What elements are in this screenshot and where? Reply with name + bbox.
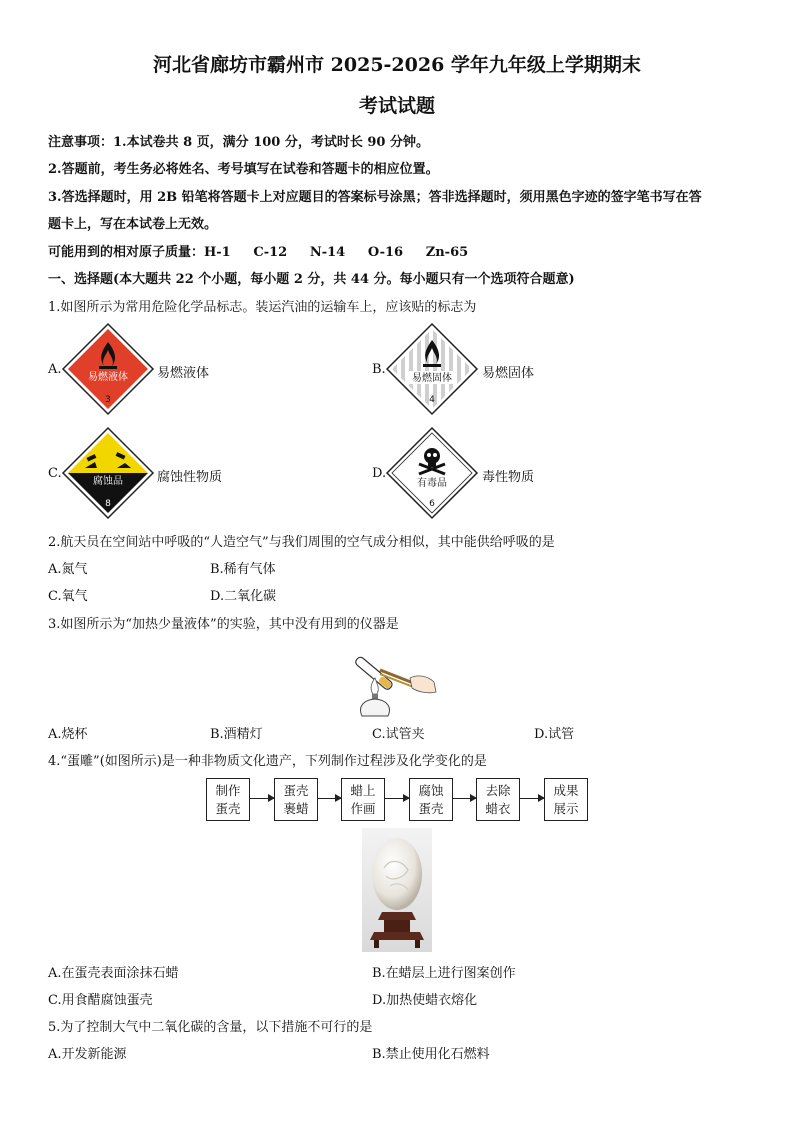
flow-step-6-line-1: 成果: [553, 782, 579, 798]
flammable-liquid-sign-text: 易燃液体: [88, 372, 128, 383]
flow-step-5-line-2: 蜡衣: [485, 800, 511, 816]
q5-option-b: B.禁止使用化石燃料: [372, 1047, 490, 1062]
flammable-solid-sign-number: 4: [429, 395, 435, 405]
notes-line-1: 注意事项：1.本试卷共 8 页，满分 100 分，考试时长 90 分钟。: [48, 135, 429, 150]
q2-stem: 2.航天员在空间站中呼吸的“人造空气”与我们周围的空气成分相似，其中能供给呼吸的是: [48, 535, 555, 550]
q2-option-b: B.稀有气体: [210, 562, 276, 577]
q1-option-b-letter: B.: [372, 362, 386, 377]
q1-option-a-letter: A.: [48, 362, 62, 377]
flammable-liquid-sign-number: 3: [105, 395, 111, 405]
toxic-sign-icon: [385, 426, 479, 520]
toxic-sign-number: 6: [429, 499, 435, 509]
flow-step-1: [206, 778, 250, 821]
flammable-solid-sign-icon: [385, 322, 479, 416]
flow-arrow-1: [250, 798, 274, 799]
exam-title: 河北省廊坊市霸州市 2025-2026 学年九年级上学期期末: [153, 54, 641, 76]
flow-step-4-line-2: 蛋壳: [418, 800, 444, 816]
flow-arrow-5: [520, 798, 544, 799]
q4-option-d: D.加热使蜡衣熔化: [372, 993, 478, 1008]
flow-step-4: [409, 778, 453, 821]
flow-step-2: [274, 778, 318, 821]
q3-option-a: A.烧杯: [48, 727, 88, 742]
q1-option-a-label: 易燃液体: [157, 366, 210, 381]
q4-option-b: B.在蜡层上进行图案创作: [372, 966, 516, 981]
egg-carving-photo-icon: [362, 828, 432, 952]
notes-line-4: 题卡上，写在本试卷上无效。: [48, 217, 218, 232]
flow-step-2-line-1: 蛋壳: [283, 782, 309, 798]
q2-option-c: C.氧气: [48, 589, 88, 604]
q1-option-d-label: 毒性物质: [482, 470, 535, 485]
flow-step-3: [341, 778, 385, 821]
flow-step-1-line-1: 制作: [215, 782, 241, 798]
q5-option-a: A.开发新能源: [48, 1047, 127, 1062]
q1-option-c-letter: C.: [48, 466, 62, 481]
q4-option-c: C.用食醋腐蚀蛋壳: [48, 993, 153, 1008]
flow-step-3-line-1: 蜡上: [350, 782, 376, 798]
q3-stem: 3.如图所示为“加热少量液体”的实验，其中没有用到的仪器是: [48, 617, 399, 632]
flow-step-5: [476, 778, 520, 821]
q1-option-c-label: 腐蚀性物质: [157, 470, 223, 485]
q4-option-a: A.在蛋壳表面涂抹石蜡: [48, 966, 179, 981]
q3-option-d: D.试管: [534, 727, 575, 742]
section-heading: 一、选择题(本大题共 22 个小题，每小题 2 分，共 44 分。每小题只有一个选项符合题意): [48, 272, 575, 287]
atomic-mass-line: 可能用到的相对原子质量：H-1 C-12 N-14 O-16 Zn-65: [48, 245, 469, 260]
flammable-solid-sign-text: 易燃固体: [412, 373, 452, 384]
flow-step-4-line-1: 腐蚀: [418, 782, 444, 798]
flow-step-3-line-2: 作画: [350, 800, 376, 816]
q2-option-d: D.二氧化碳: [210, 589, 277, 604]
q1-option-d-letter: D.: [372, 466, 387, 481]
flow-step-2-line-2: 裹蜡: [283, 800, 309, 816]
q3-option-c: C.试管夹: [372, 727, 425, 742]
flammable-liquid-sign-icon: [61, 322, 155, 416]
q3-option-b: B.酒精灯: [210, 727, 263, 742]
flow-step-1-line-2: 蛋壳: [215, 800, 241, 816]
flow-step-6: [544, 778, 588, 821]
notes-line-2: 2.答题前，考生务必将姓名、考号填写在试卷和答题卡的相应位置。: [48, 162, 439, 177]
q5-stem: 5.为了控制大气中二氧化碳的含量，以下措施不可行的是: [48, 1020, 373, 1035]
flow-step-5-line-1: 去除: [485, 782, 511, 798]
heating-liquid-apparatus-icon: [350, 636, 440, 718]
flow-arrow-2: [318, 798, 341, 799]
q1-option-b-label: 易燃固体: [482, 366, 535, 381]
corrosive-sign-icon: [61, 426, 155, 520]
flow-step-6-line-2: 展示: [553, 800, 579, 816]
q2-option-a: A.氮气: [48, 562, 88, 577]
exam-subtitle: 考试试题: [358, 95, 435, 117]
q1-stem: 1.如图所示为常用危险化学品标志。装运汽油的运输车上，应该贴的标志为: [48, 300, 477, 315]
q4-stem: 4.“蛋雕”(如图所示)是一种非物质文化遗产，下列制作过程涉及化学变化的是: [48, 754, 487, 769]
corrosive-sign-number: 8: [105, 499, 111, 509]
toxic-sign-text: 有毒品: [417, 478, 447, 489]
flow-arrow-4: [453, 798, 476, 799]
flow-arrow-3: [385, 798, 409, 799]
corrosive-sign-text: 腐蚀品: [93, 476, 123, 487]
notes-line-3: 3.答选择题时，用 2B 铅笔将答题卡上对应题目的答案标号涂黑；答非选择题时，须用黑色字迹的签字笔书写在答: [48, 190, 702, 205]
